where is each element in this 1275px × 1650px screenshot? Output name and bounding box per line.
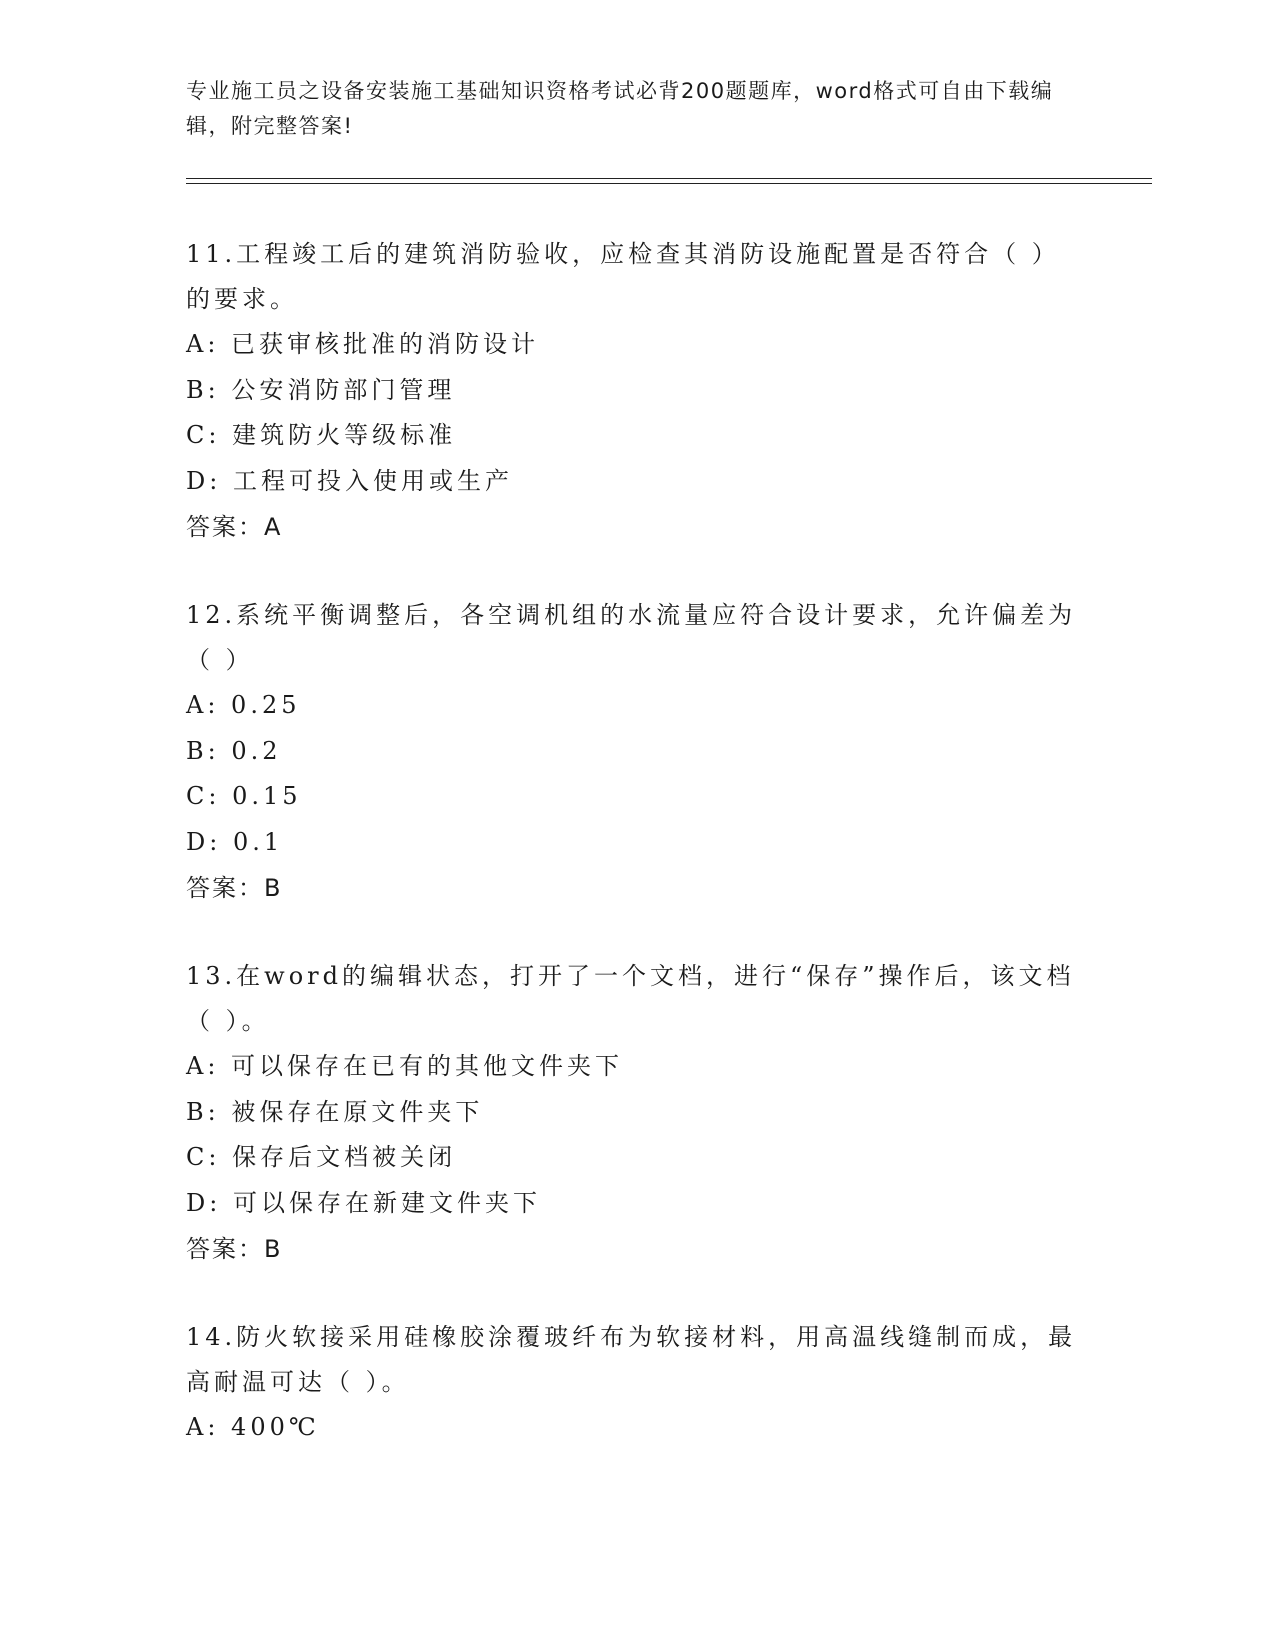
option-d: D: 工程可投入使用或生产: [186, 466, 513, 495]
header-divider-secondary: [186, 183, 1152, 184]
question-text: 12.系统平衡调整后，各空调机组的水流量应符合设计要求，允许偏差为（ ）: [186, 601, 1077, 674]
option-d: D: 可以保存在新建文件夹下: [186, 1188, 541, 1217]
question-text: 14.防火软接采用硅橡胶涂覆玻纤布为软接材料，用高温线缝制而成，最高耐温可达（ ）。: [186, 1323, 1077, 1396]
option-b: B: 公安消防部门管理: [186, 375, 456, 404]
option-b: B: 0.2: [186, 736, 282, 765]
option-a: A: 400℃: [186, 1413, 320, 1441]
question-text: 11.工程竣工后的建筑消防验收，应检查其消防设施配置是否符合（ ）的要求。: [186, 240, 1060, 313]
option-c: C: 0.15: [186, 782, 302, 810]
question-14: [186, 1315, 1086, 1451]
answer-label: 答案：B: [186, 874, 283, 902]
question-13: [186, 954, 1086, 1272]
option-b: B: 被保存在原文件夹下: [186, 1097, 484, 1126]
option-a: A: 0.25: [186, 691, 301, 719]
question-list: [186, 232, 1086, 1494]
question-12: [186, 593, 1086, 911]
question-11: [186, 232, 1086, 550]
document-header: 专业施工员之设备安装施工基础知识资格考试必背200题题库，word格式可自由下载编辑，附完整答案!: [186, 79, 1054, 138]
header-divider: [186, 178, 1152, 179]
option-a: A: 已获审核批准的消防设计: [186, 330, 540, 358]
question-text: 13.在word的编辑状态，打开了一个文档，进行“保存”操作后，该文档（ ）。: [186, 962, 1075, 1035]
answer-label: 答案：B: [186, 1235, 283, 1263]
option-a: A: 可以保存在已有的其他文件夹下: [186, 1052, 624, 1080]
option-d: D: 0.1: [186, 827, 284, 856]
option-c: C: 保存后文档被关闭: [186, 1143, 457, 1171]
answer-label: 答案：A: [186, 513, 283, 541]
option-c: C: 建筑防火等级标准: [186, 421, 457, 449]
